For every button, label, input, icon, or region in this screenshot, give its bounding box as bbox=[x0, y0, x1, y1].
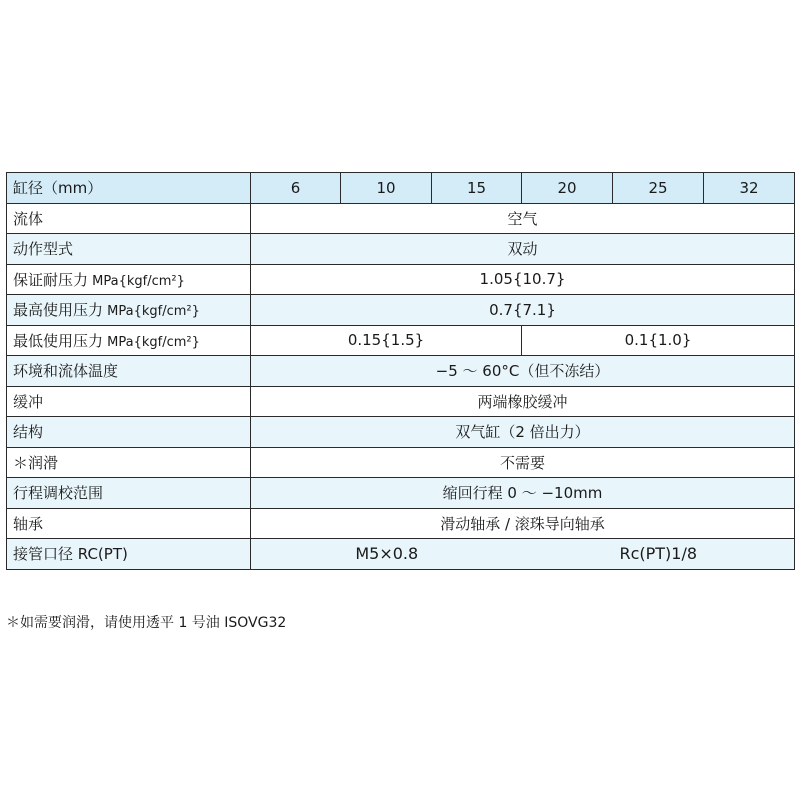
bearing-value: 滑动轴承 / 滚珠导向轴承 bbox=[251, 508, 795, 539]
row-stroke-adjust bbox=[7, 478, 795, 509]
action-value: 双动 bbox=[251, 234, 795, 265]
temperature-value: −5 ～ 60°C（但不冻结） bbox=[251, 356, 795, 387]
port-value bbox=[251, 539, 795, 570]
row-proof-pressure bbox=[7, 264, 795, 295]
bore-15: 15 bbox=[432, 173, 522, 204]
bore-32: 32 bbox=[704, 173, 795, 204]
stroke-adjust-label: 行程调校范围 bbox=[7, 478, 251, 509]
max-pressure-value: 0.7{7.1} bbox=[251, 295, 795, 326]
row-structure bbox=[7, 417, 795, 448]
temperature-label: 环境和流体温度 bbox=[7, 356, 251, 387]
min-pressure-label bbox=[7, 325, 251, 356]
min-pressure-label-unit: MPa{kgf/cm²} bbox=[103, 334, 200, 350]
stroke-adjust-value: 缩回行程 0 ～ −10mm bbox=[251, 478, 795, 509]
row-min-pressure bbox=[7, 325, 795, 356]
row-temperature bbox=[7, 356, 795, 387]
row-port bbox=[7, 539, 795, 570]
max-pressure-label bbox=[7, 295, 251, 326]
cushion-value: 两端橡胶缓冲 bbox=[251, 386, 795, 417]
row-fluid bbox=[7, 203, 795, 234]
min-pressure-value-large-bore: 0.1{1.0} bbox=[522, 325, 795, 356]
min-pressure-value-small-bore: 0.15{1.5} bbox=[251, 325, 522, 356]
bearing-label: 轴承 bbox=[7, 508, 251, 539]
fluid-value: 空气 bbox=[251, 203, 795, 234]
row-cushion bbox=[7, 386, 795, 417]
bore-10: 10 bbox=[341, 173, 432, 204]
proof-pressure-label bbox=[7, 264, 251, 295]
port-label: 接管口径 RC(PT) bbox=[7, 539, 251, 570]
bore-25: 25 bbox=[613, 173, 704, 204]
port-value-large-bore: Rc(PT)1/8 bbox=[619, 544, 698, 564]
max-pressure-label-main: 最高使用压力 bbox=[13, 301, 104, 320]
cushion-label: 缓冲 bbox=[7, 386, 251, 417]
proof-pressure-label-unit: MPa{kgf/cm²} bbox=[88, 273, 185, 289]
proof-pressure-value: 1.05{10.7} bbox=[251, 264, 795, 295]
lubrication-value: 不需要 bbox=[251, 447, 795, 478]
min-pressure-label-main: 最低使用压力 bbox=[13, 331, 104, 350]
lubrication-label: ＊润滑 bbox=[7, 447, 251, 478]
bore-6: 6 bbox=[251, 173, 341, 204]
proof-pressure-label-main: 保证耐压力 bbox=[13, 270, 89, 289]
footnote: ＊如需要润滑，请使用透平 1 号油 ISOVG32 bbox=[6, 615, 287, 631]
bore-20: 20 bbox=[522, 173, 613, 204]
row-bearing bbox=[7, 508, 795, 539]
max-pressure-label-unit: MPa{kgf/cm²} bbox=[103, 304, 200, 320]
row-action bbox=[7, 234, 795, 265]
bore-header-label: 缸径（mm） bbox=[7, 173, 251, 204]
row-max-pressure bbox=[7, 295, 795, 326]
action-label: 动作型式 bbox=[7, 234, 251, 265]
structure-label: 结构 bbox=[7, 417, 251, 448]
port-value-small-bore: M5×0.8 bbox=[355, 544, 419, 564]
structure-value: 双气缸（2 倍出力） bbox=[251, 417, 795, 448]
row-lubrication bbox=[7, 447, 795, 478]
fluid-label: 流体 bbox=[7, 203, 251, 234]
header-row bbox=[7, 173, 795, 204]
spec-table bbox=[6, 172, 795, 570]
